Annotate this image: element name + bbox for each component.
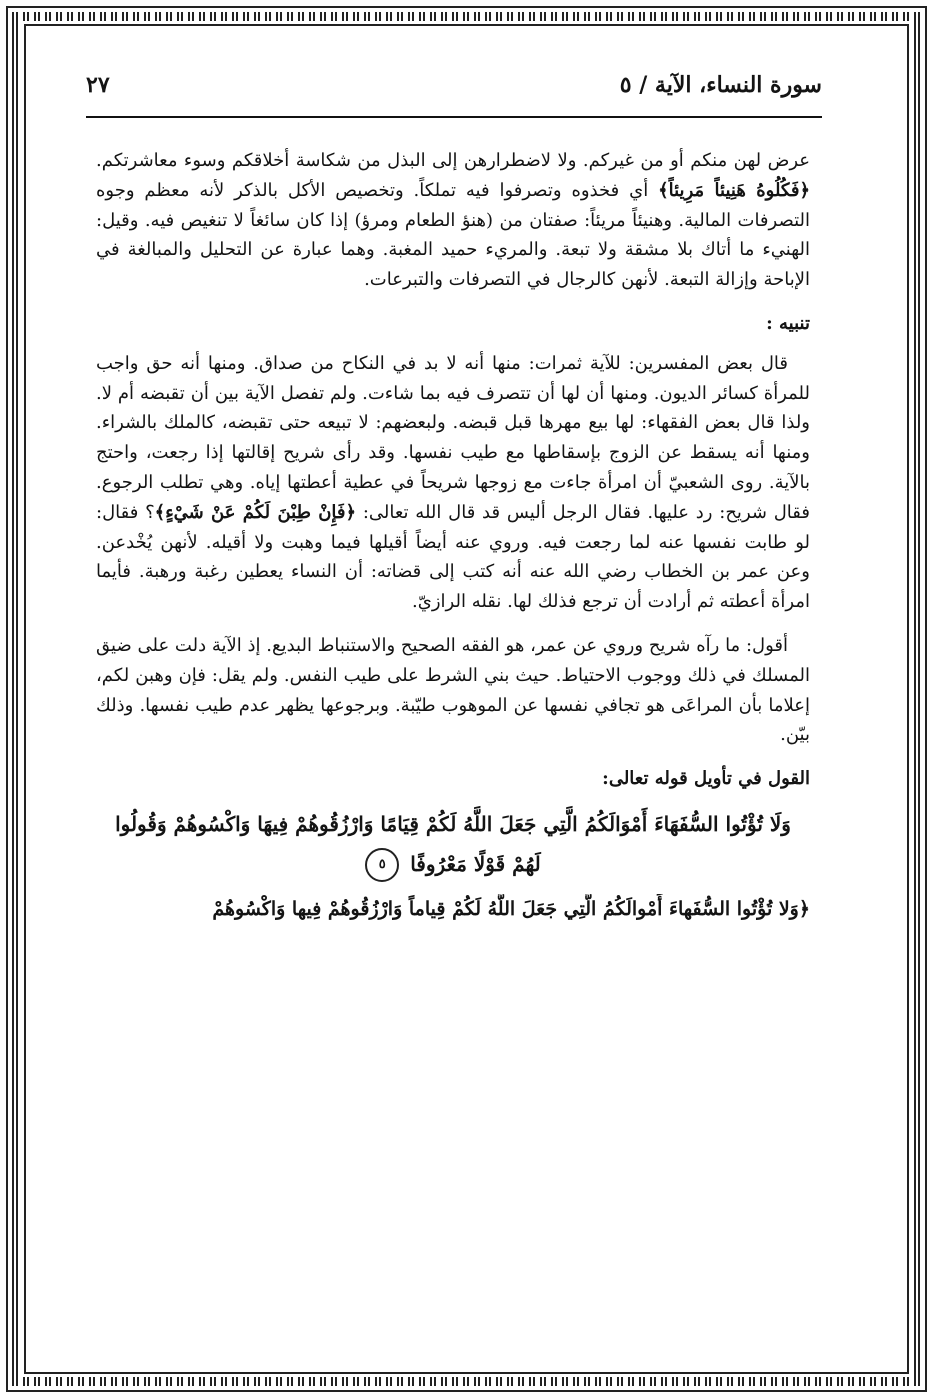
paragraph-1-text: عرض لهن منكم أو من غيركم. ولا لاضطرارهن إلى البذل من شكاسة أخلاقكم وسوء معاشرتكم. [96,150,811,171]
qawl-heading: القول في تأويل قوله تعالى: [602,768,810,790]
verse-line-2-text: لَهُمْ قَوْلًا مَعْرُوفًا [410,851,541,876]
spacer [96,617,810,631]
verse-line-2 [96,844,810,884]
paragraph-3: أقول: ما رآه شريح وروي عن عمر، هو الفقه الصحيح والاستنباط البديع. إذ الآية دلت على ضيق المسلك في ذلك ووجوب الاحتياط. حيث بني الشرط على طيب النفس. ولم يقل: فإن وهبن لكم، إعلاما بأن المراعَى هو تجافي نفسها عن الموهوب طيّبة. وبرجوعها يظهر عدم طيب نفسها. وذلك بيّن. [96,634,810,746]
paragraph-2-text: قال بعض المفسرين: للآية ثمرات: منها أنه لا بد في النكاح من صداق. ومنها أنه حق واجب للمرأة كسائر الديون. ومنها أن لها أن تتصرف فيه بما شاءت. ولم تفصل الآية بين أن تقبضه أم لا. ولذا قال بعض الفقهاء: لها بيع مهرها قبل قبضه. ولبعضهم: لا تبيعه حتى تقبضه، كالملك بالشراء. ومنها أنه يسقط عن الزوج بإسقاطها مع طيب نفسها. وقد رأى شريح إقالتها إذا رجعت، واحتج بالآية. روى الشعبيّ أن امرأة جاءت مع زوجها شريحاً في عطية أعطتها إياه. وهي تطلب الرجوع. فقال شريح: رد عليها. فقال الرجل أليس قد قال الله تعالى: [96,352,811,523]
running-header [86,72,822,114]
quran-quote: ﴿فَإِنْ طِبْنَ لَكُمْ عَنْ شَيْءٍ﴾ [154,501,357,523]
quran-quote: ﴿فَكُلُوهُ هَنِيئاً مَرِيئاً﴾ [658,179,811,201]
page-body [96,146,810,924]
paragraph-1 [96,146,810,295]
paragraph-2 [96,349,810,617]
page-number: ٢٧ [86,72,110,98]
spacer [96,750,810,764]
commentary-verse-start: ﴿وَلا تُؤْتُوا السُّفَهاءَ أَمْوالَكُمُ الَّتِي جَعَلَ اللَّهُ لَكُمْ قِياماً وَارْزُقُوهُمْ فِيها وَاكْسُوهُمْ [212,897,810,920]
paragraph-2-rest: ؟ فقال: لو طابت نفسها عنه لما رجعت فيه. وروي عنه أيضاً أقيلها فيما وهبت ولا أقيله. لأنهن يُخْدعن. وعن عمر بن الخطاب رضي الله عنه أنه كتب إلى قضاته: أن النساء يعطين رغبة ورهبة. فأيما امرأة أعطته ثم أرادت أن ترجع فذلك لها. نقله الرازيّ. [96,501,810,613]
spacer [96,295,810,309]
ayah-number-marker: ٥ [365,848,399,882]
paragraph-1-rest: أي فخذوه وتصرفوا فيه تملكاً. وتخصيص الأكل بالذكر لأنه معظم وجوه التصرفات المالية. وهنيئاً مريئاً: صفتان من (هنؤ الطعام ومرؤ) إذا كان سائغاً لا تنغيص فيه. وقيل: الهنيء ما أتاك بلا مشقة ولا تبعة. والمريء حميد المغبة. وهما عبارة عن التحليل والمبالغة في الإباحة وإزالة التبعة. لأنهن كالرجال في التصرفات والتبرعات. [96,179,810,291]
verse-line-1: وَلَا تُؤْتُوا السُّفَهَاءَ أَمْوَالَكُمُ الَّتِي جَعَلَ اللَّهُ لَكُمْ قِيَامًا وَارْزُقُوهُمْ فِيهَا وَاكْسُوهُمْ وَقُولُوا [115,811,791,836]
tanbih-heading: تنبيه : [766,312,810,334]
quran-verse-block [96,804,810,884]
running-title: سورة النساء، الآية / ٥ [619,72,822,98]
header-rule [86,116,822,118]
